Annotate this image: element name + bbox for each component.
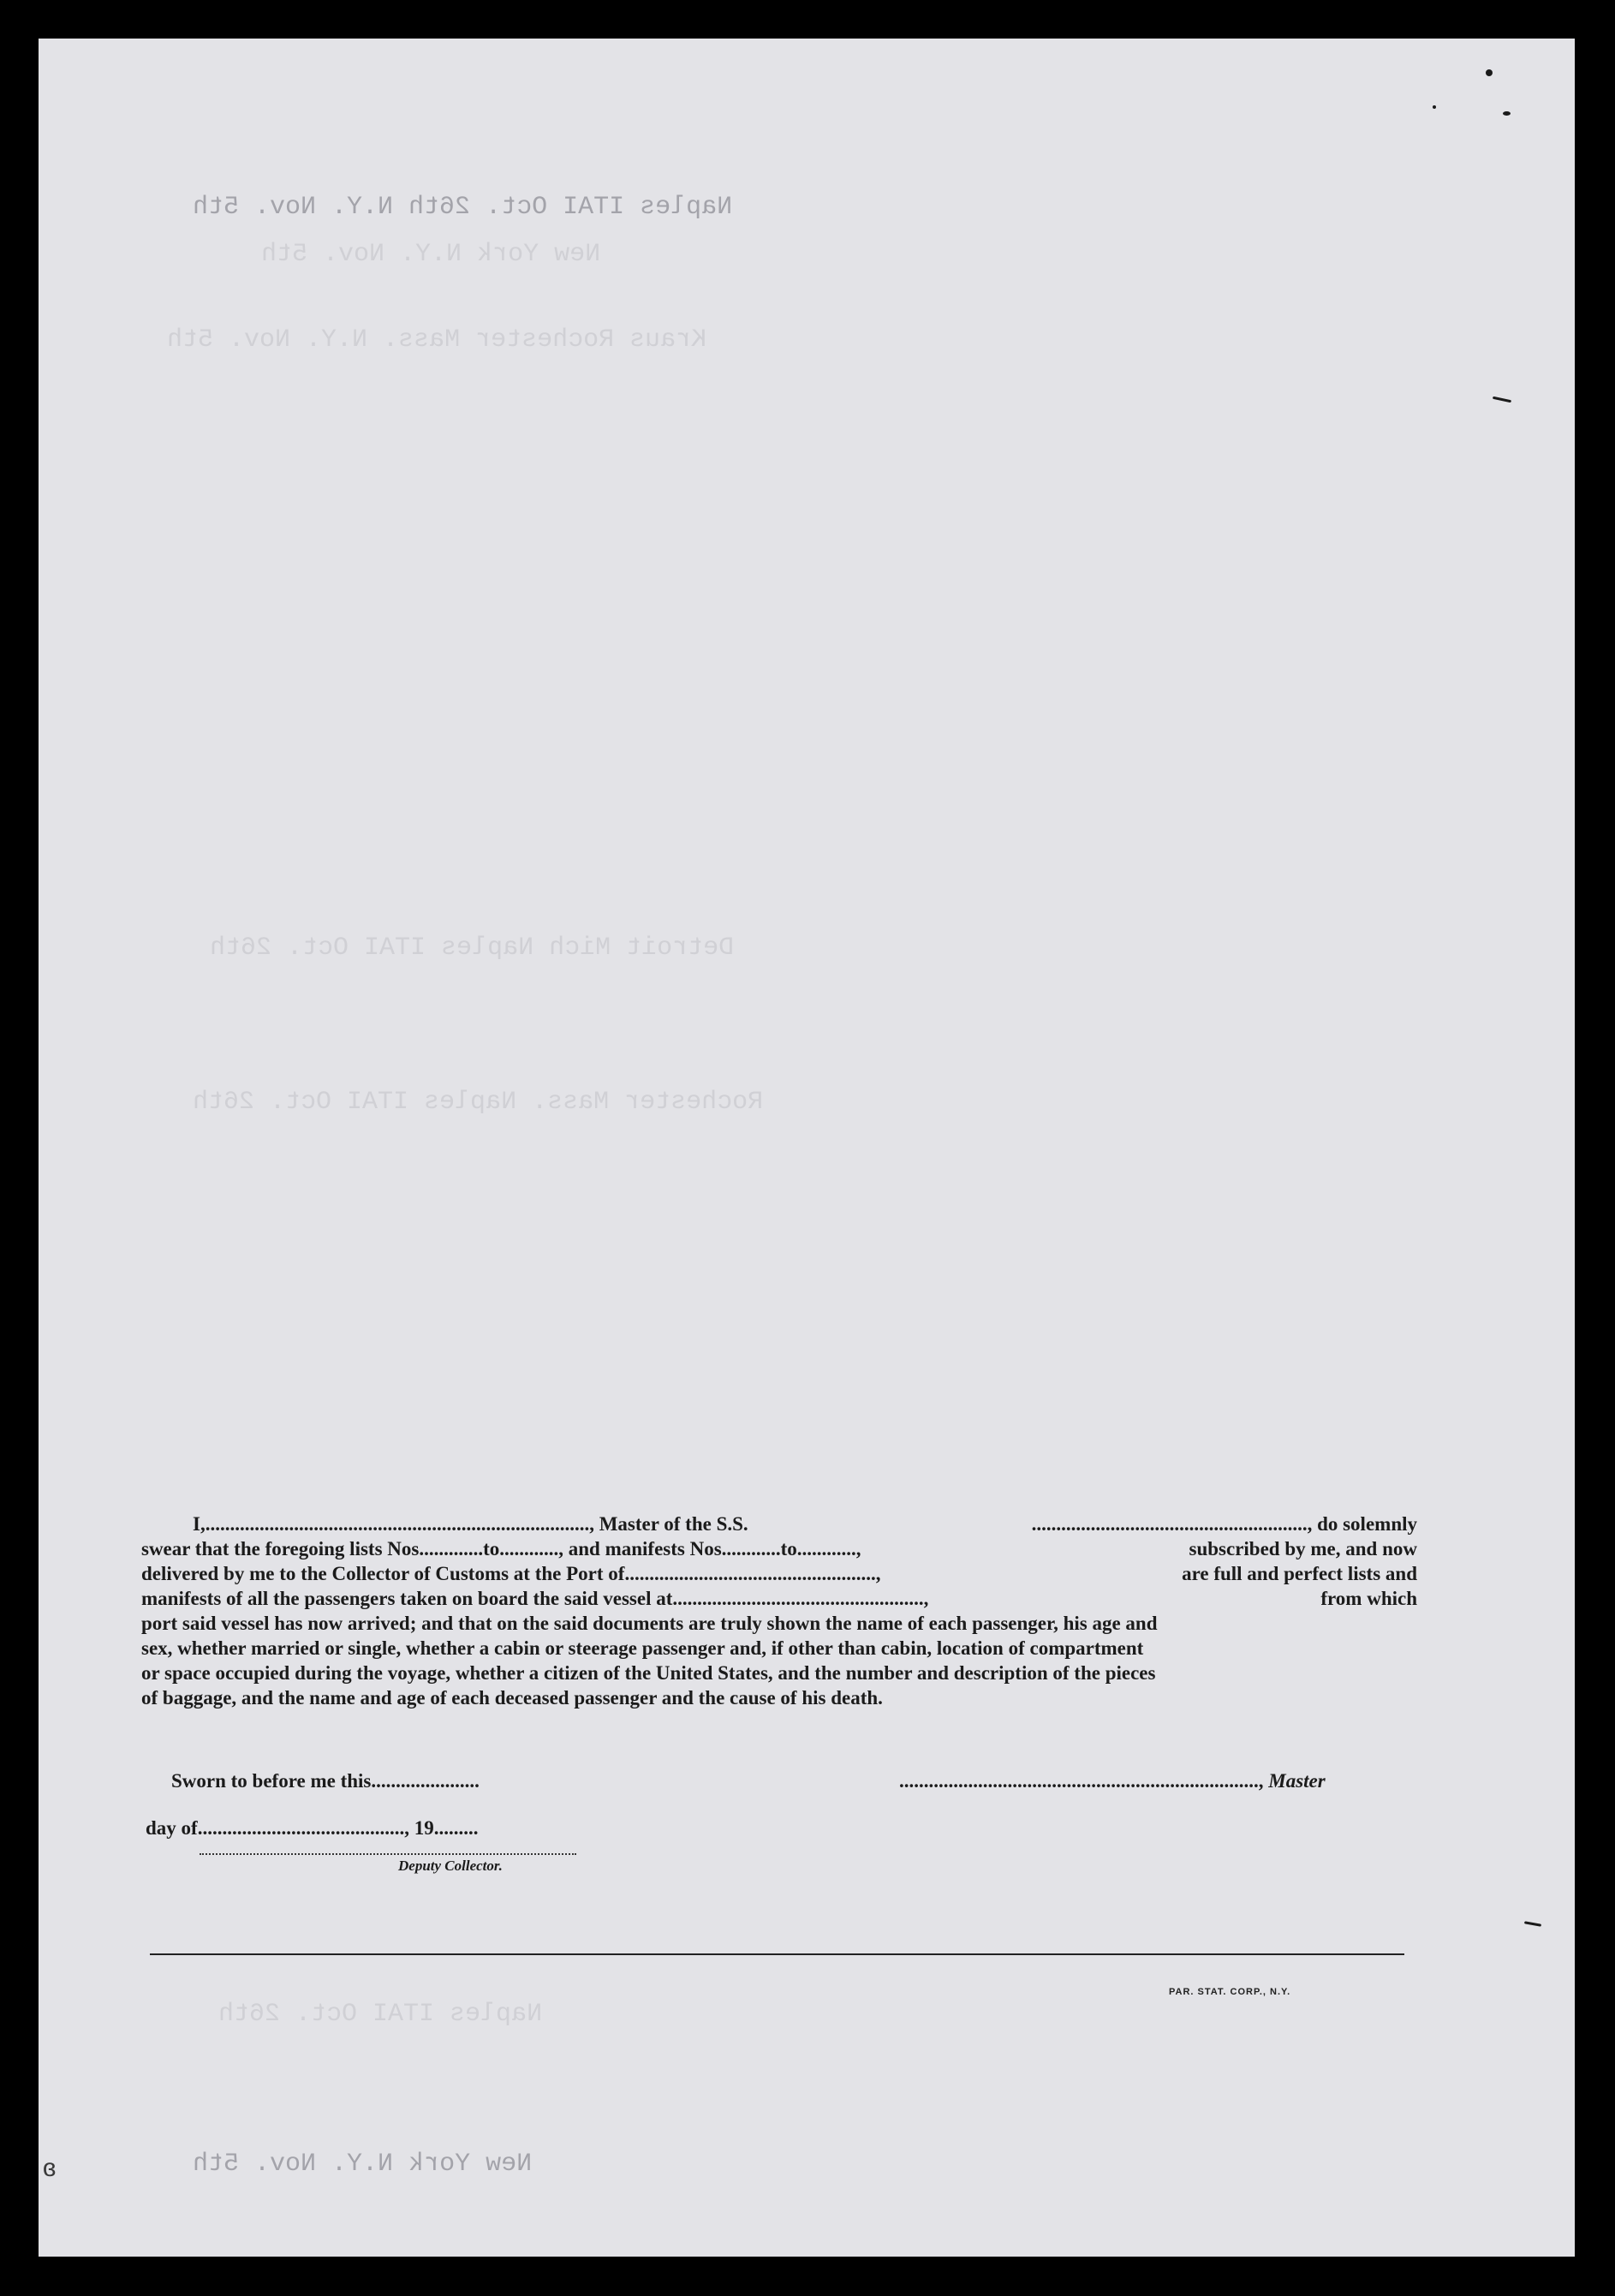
- oath-line: [141, 1661, 1417, 1685]
- oath-line: [141, 1536, 1417, 1561]
- oath-text: are full and perfect lists and: [1182, 1563, 1417, 1584]
- oath-text: from which: [1320, 1588, 1417, 1609]
- oath-text: sex, whether married or single, whether a cabin or steerage passenger and, if other than cabin, location of compartment: [141, 1637, 1144, 1659]
- sworn-before-line: Sworn to before me this......................: [171, 1770, 480, 1792]
- corner-pencil-mark: ɞ: [43, 2154, 57, 2182]
- oath-line: [141, 1636, 1417, 1661]
- deputy-collector-label: Deputy Collector.: [398, 1858, 503, 1874]
- bottom-rule: [150, 1953, 1404, 1955]
- master-signature-text: ........................................................................., Master: [899, 1770, 1326, 1792]
- deputy-collector-signature-line: [200, 1853, 576, 1855]
- printer-imprint: PAR. STAT. CORP., N.Y.: [1169, 1987, 1291, 1997]
- oath-line: [141, 1561, 1417, 1586]
- oath-text: manifests of all the passengers taken on board the said vessel at...................................................,: [141, 1588, 929, 1609]
- ghost-text-line: Naples ITAI Oct. 26th N.Y. Nov. 5th: [193, 193, 733, 222]
- oath-text: or space occupied during the voyage, whether a citizen of the United States, and the number and description of the pieces: [141, 1662, 1156, 1684]
- oath-text: I,.............................................................................., Master of the S.S.: [193, 1513, 748, 1535]
- speck: [1493, 397, 1511, 403]
- oath-text: ........................................................, do solemnly: [1031, 1513, 1417, 1535]
- speck: [1503, 111, 1511, 116]
- oath-line: [141, 1512, 1417, 1536]
- master-oath: [141, 1512, 1417, 1710]
- ghost-text-line: New York N.Y. Nov. 5th: [261, 240, 601, 269]
- ghost-text-line: Kraus Rochester Mass. N.Y. Nov. 5th: [167, 325, 707, 355]
- oath-line: [141, 1685, 1417, 1710]
- oath-text: delivered by me to the Collector of Customs at the Port of...................................................,: [141, 1563, 881, 1584]
- master-signature-line: [899, 1770, 1326, 1792]
- speck: [1433, 105, 1436, 109]
- oath-text: port said vessel has now arrived; and that on the said documents are truly shown the name of each passenger, his age and: [141, 1613, 1158, 1634]
- ghost-text-line: Detroit Mich Naples ITAI Oct. 26th: [210, 933, 735, 963]
- oath-text: of baggage, and the name and age of each deceased passenger and the cause of his death.: [141, 1687, 883, 1709]
- day-of-line: day of.........................................., 19.........: [146, 1817, 479, 1839]
- ghost-text-line: New York N.Y. Nov. 5th: [193, 2150, 533, 2179]
- master-label: Master: [1268, 1770, 1326, 1792]
- oath-line: [141, 1586, 1417, 1611]
- oath-text: swear that the foregoing lists Nos.............to............, and manifests Nos............to............,: [141, 1538, 861, 1559]
- ghost-text-line: Rochester Mass. Naples ITAI Oct. 26th: [193, 1088, 764, 1117]
- oath-text: subscribed by me, and now: [1189, 1538, 1417, 1559]
- speck: [1524, 1921, 1541, 1926]
- speck: [1486, 69, 1493, 76]
- ghost-text-line: Naples ITAI Oct. 26th: [218, 2000, 543, 2029]
- manifest-page: [39, 39, 1575, 2257]
- oath-line: [141, 1611, 1417, 1636]
